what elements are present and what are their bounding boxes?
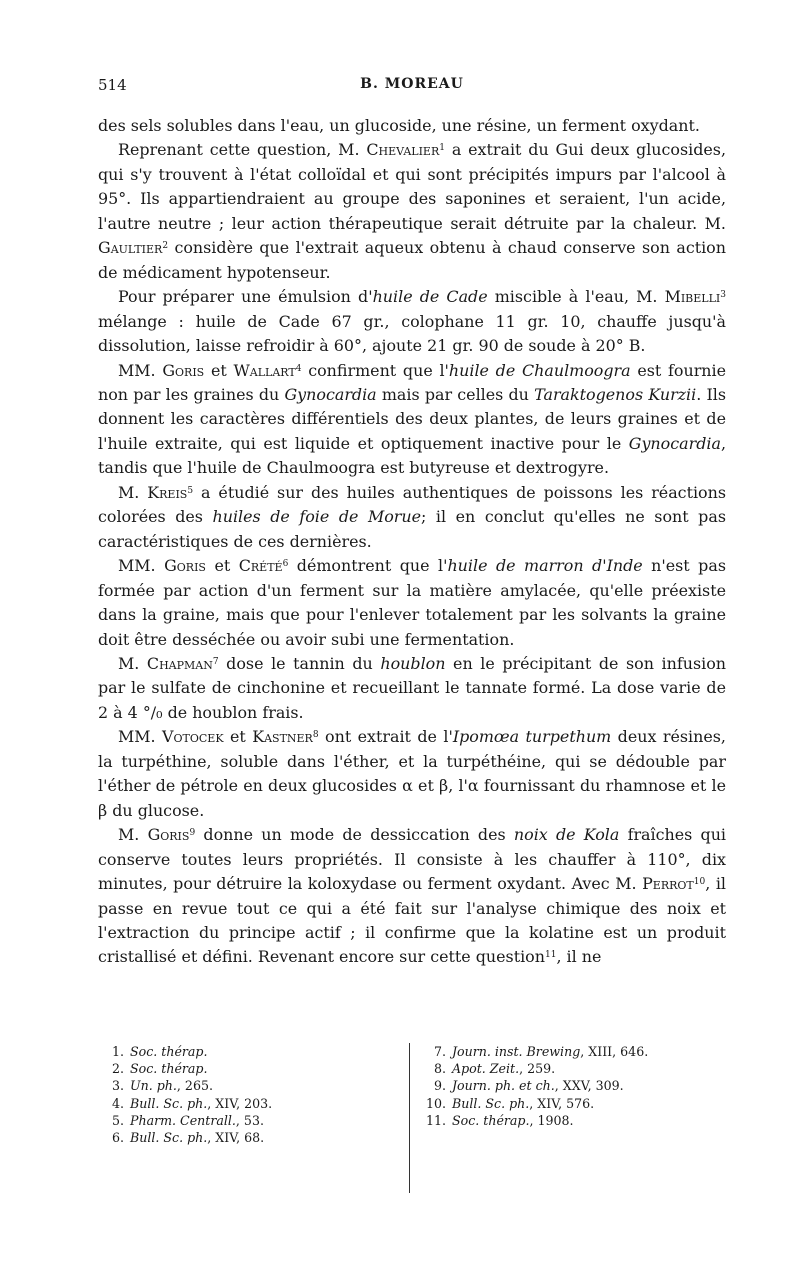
footnote-source: Journ. ph. et ch. xyxy=(452,1078,555,1094)
text-run: est fournie non par les graines du xyxy=(98,360,727,404)
footnote-ref: 3 xyxy=(720,290,726,301)
text-run: miscible à l'eau, M. xyxy=(487,287,665,307)
text-run: des sels solubles dans l'eau, un glucoside, une résine, un ferment oxydant. xyxy=(98,116,700,135)
body-text xyxy=(98,114,726,970)
italic-term: Gynocardia xyxy=(284,384,377,404)
paragraph xyxy=(98,554,726,652)
footnote-column-divider xyxy=(409,1043,410,1193)
text-run: deux résines, la turpéthine, soluble dans l'éther, et la turpéthéine, qui se dédouble par l'éther de pétrole en deux glucosides α et β, l'α fournissant du rhamnose et le β du glucose. xyxy=(98,727,726,820)
footnote-source: Apot. Zeit. xyxy=(452,1061,520,1077)
footnote xyxy=(104,1077,394,1094)
text-run: démontrent que l' xyxy=(288,556,448,576)
footnote-number: 5. xyxy=(111,1112,124,1128)
page-number: 514 xyxy=(98,76,127,94)
paragraph xyxy=(98,285,726,358)
footnote-detail: , XXV, 309. xyxy=(554,1078,624,1094)
footnote-ref: 1 xyxy=(439,143,445,154)
footnote-source: Soc. thérap. xyxy=(130,1044,208,1059)
text-run: , il ne xyxy=(556,947,602,967)
paragraph xyxy=(98,652,726,725)
footnote-number: 1. xyxy=(111,1044,124,1059)
footnote-source: Journ. inst. Brewing xyxy=(452,1044,581,1059)
text-run: fraîches qui conserve toutes leurs propriétés. Il consiste à les chauffer à 110°, dix minutes, pour détruire la koloxydase ou ferment oxydant. Avec M. xyxy=(98,825,727,894)
author-name: Votocek xyxy=(162,727,224,747)
author-name: Chevalier xyxy=(366,140,440,160)
text-run: M. xyxy=(118,653,147,673)
footnote-source: Un. ph. xyxy=(130,1078,177,1094)
footnote-detail: , XIII, 646. xyxy=(580,1044,649,1059)
text-run: mélange : huile de Cade 67 gr., colophane 11 gr. 10, chauffe jusqu'à dissolution, laisse refroidir à 60°, ajoute 21 gr. 90 de soude à 20° B. xyxy=(98,311,726,356)
footnotes-left-column xyxy=(104,1043,394,1146)
footnote xyxy=(426,1095,716,1112)
page-header xyxy=(98,76,726,100)
italic-term: houblon xyxy=(380,653,446,673)
text-run: ont extrait de l' xyxy=(318,727,453,747)
footnote xyxy=(426,1077,716,1094)
author-name: Chapman xyxy=(146,653,213,673)
text-run: , il passe en revue tout ce qui a été fait sur l'analyse chimique des noix et l'extraction du principe actif ; il confirme que la kolatine est un produit cristallisé et défini. Revenant encore sur cette question xyxy=(98,874,726,967)
author-name: Kreis xyxy=(147,482,188,502)
footnote-source: Soc. thérap. xyxy=(130,1061,208,1077)
text-run: MM. xyxy=(118,556,165,576)
author-name: Kastner xyxy=(252,727,313,747)
italic-term: noix de Kola xyxy=(513,825,620,845)
text-run: donne un mode de dessiccation des xyxy=(195,825,514,845)
text-run: n'est pas formée par action d'un ferment sur la matière amylacée, qu'elle préexiste dans la graine, mais que pour l'enlever totalement par les solvants la graine doit être desséchée ou avoir subi une fermentation. xyxy=(98,556,726,649)
footnote-detail: , 259. xyxy=(519,1061,556,1077)
text-run: . Ils donnent les caractères différentiels des deux plantes, de leurs graines et de l'huile extraite, qui est liquide et optiquement inactive pour le xyxy=(98,384,727,453)
footnote xyxy=(104,1060,394,1077)
text-run: en le précipitant de son infusion par le sulfate de cinchonine et recueillant le tannate formé. La dose varie de 2 à 4 °/₀ de houblon frais. xyxy=(98,653,727,722)
author-name: Gaultier xyxy=(98,238,163,258)
footnote xyxy=(426,1060,716,1077)
text-run: ; il en conclut qu'elles ne sont pas caractéristiques de ces dernières. xyxy=(98,507,726,551)
italic-term: huile de marron d'Inde xyxy=(447,556,643,576)
footnote-detail: , 53. xyxy=(235,1112,264,1128)
footnote-number: 9. xyxy=(433,1078,446,1094)
paragraph xyxy=(98,114,726,138)
italic-term: Taraktogenos Kurzii xyxy=(534,384,697,404)
footnote-ref: 7 xyxy=(212,656,219,667)
footnote-detail: , XIV, 68. xyxy=(207,1130,265,1146)
footnote-ref: 9 xyxy=(189,828,196,839)
footnote-number: 8. xyxy=(433,1061,446,1077)
text-run: Pour préparer une émulsion d' xyxy=(118,287,373,307)
text-run: et xyxy=(204,360,234,380)
footnote-detail: , 1908. xyxy=(529,1112,574,1128)
text-run: mais par celles du xyxy=(376,384,535,404)
italic-term: huile de Chaulmoogra xyxy=(448,360,631,380)
footnote-source: Pharm. Centrall. xyxy=(130,1112,236,1128)
paragraph xyxy=(98,481,726,554)
footnote-number: 3. xyxy=(111,1078,124,1094)
footnote-ref: 6 xyxy=(282,559,289,570)
text-run: M. xyxy=(118,482,148,502)
page xyxy=(98,76,727,1146)
text-run: M. xyxy=(118,825,148,845)
footnote xyxy=(104,1129,394,1146)
paragraph xyxy=(98,138,726,285)
footnote-source: Bull. Sc. ph. xyxy=(452,1095,530,1111)
footnote-number: 10. xyxy=(426,1095,447,1111)
text-run: , tandis que l'huile de Chaulmoogra est butyreuse et dextrogyre. xyxy=(98,433,726,478)
italic-term: huile de Cade xyxy=(372,287,488,307)
footnote-source: Soc. thérap. xyxy=(452,1112,530,1128)
author-name: Goris xyxy=(164,556,206,576)
text-run: a étudié sur des huiles authentiques de poissons les réactions colorées des xyxy=(98,482,727,527)
text-run: Reprenant cette question, M. xyxy=(118,140,367,160)
footnote-number: 7. xyxy=(433,1044,446,1059)
footnote xyxy=(104,1043,394,1060)
paragraph xyxy=(98,359,726,481)
footnote xyxy=(426,1043,716,1060)
running-title: B. MOREAU xyxy=(360,76,464,92)
text-run: MM. xyxy=(118,360,163,380)
footnote-ref: 5 xyxy=(187,485,194,496)
footnote-source: Bull. Sc. ph. xyxy=(130,1095,208,1111)
footnote-ref: 10 xyxy=(693,877,706,888)
text-run: et xyxy=(223,727,253,747)
text-run: dose le tannin du xyxy=(218,653,381,673)
footnote-number: 11. xyxy=(426,1112,447,1128)
footnote-ref: 8 xyxy=(312,730,319,741)
text-run: MM. xyxy=(118,727,163,747)
paragraph xyxy=(98,823,726,970)
author-name: Wallart xyxy=(233,360,296,380)
text-run: a extrait du Gui deux glucosides, qui s'y trouvent à l'état colloïdal et qui sont précipités impurs par l'alcool à 95°. Ils appartiendraient au groupe des saponines et seraient, l'un acide, l'autre neutre ; leur action thérapeutique serait détruite par la chaleur. M. xyxy=(98,140,726,233)
author-name: Goris xyxy=(162,360,205,380)
text-run: considère que l'extrait aqueux obtenu à chaud conserve son action de médicament hypotenseur. xyxy=(98,238,726,282)
footnote xyxy=(426,1112,716,1129)
footnote-detail: , XIV, 576. xyxy=(529,1095,595,1111)
footnotes-right-column xyxy=(426,1043,716,1129)
text-run: et xyxy=(205,556,239,576)
paragraph xyxy=(98,725,726,823)
text-run: confirment que l' xyxy=(301,360,449,380)
author-name: Goris xyxy=(147,825,190,845)
author-name: Crété xyxy=(238,556,283,576)
footnote-detail: , 265. xyxy=(176,1078,213,1094)
footnote xyxy=(104,1112,394,1129)
footnote-number: 2. xyxy=(111,1061,124,1077)
footnote-ref: 4 xyxy=(295,363,302,374)
footnote xyxy=(104,1095,394,1112)
italic-term: Gynocardia xyxy=(628,433,721,453)
footnote-ref: 2 xyxy=(162,241,169,252)
footnote-detail: , XIV, 203. xyxy=(207,1095,273,1111)
author-name: Perrot xyxy=(642,874,694,894)
italic-term: huiles de foie de Morue xyxy=(212,507,422,527)
footnote-number: 6. xyxy=(111,1130,124,1146)
footnote-ref: 11 xyxy=(544,950,557,961)
footnote-source: Bull. Sc. ph. xyxy=(130,1130,208,1146)
italic-term: Ipomœa turpethum xyxy=(452,727,612,747)
footnote-number: 4. xyxy=(111,1095,124,1111)
author-name: Mibelli xyxy=(664,287,721,307)
